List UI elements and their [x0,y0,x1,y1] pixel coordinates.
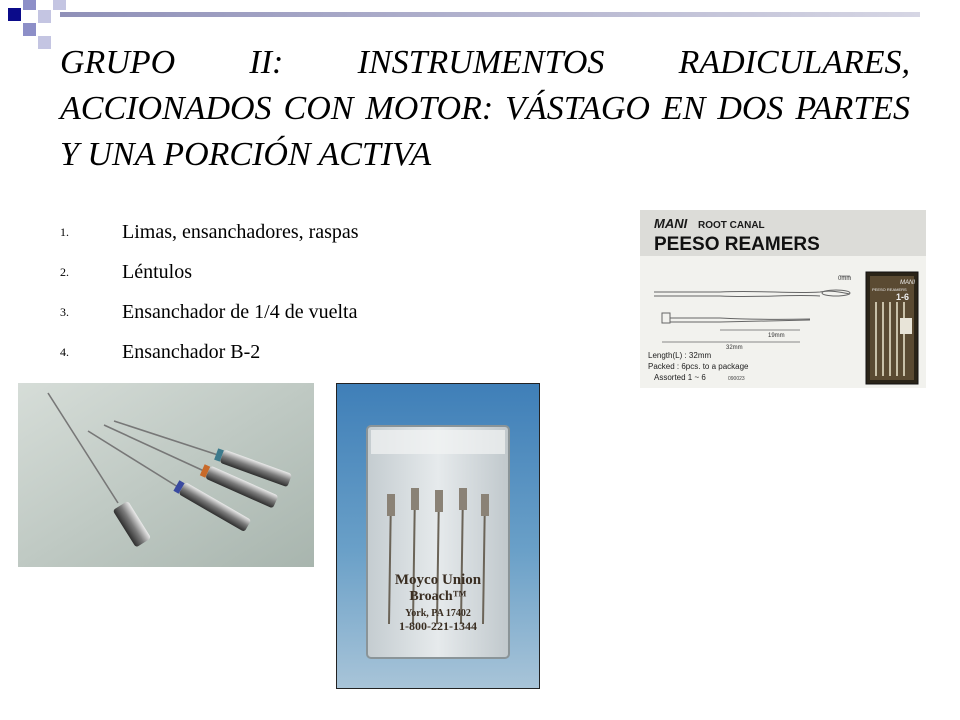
peeso-reamers-image [640,210,926,388]
peeso-box-name: PEESO REAMERS [872,287,907,292]
list-item-number: 4. [60,345,69,359]
deco-square [53,0,66,10]
peeso-spec-length: Length(L) : 32mm [648,351,712,360]
broach-label-line4: 1-800-221-1344 [399,619,477,633]
deco-square [8,8,21,21]
list-item-text: Léntulos [122,261,192,283]
peeso-product: PEESO REAMERS [654,234,820,255]
deco-square [23,0,36,10]
broach-package-image [336,383,540,689]
peeso-dim-shaft: 19mm [768,333,785,339]
broach-label-line3: York, PA 17402 [405,608,471,619]
list-item-number: 2. [60,265,69,279]
broach-label-line2: Broach™ [409,589,467,604]
list-item-text: Ensanchador B-2 [122,341,261,363]
peeso-subtitle: ROOT CANAL [698,220,765,231]
peeso-spec-assorted: Assorted 1 ~ 6 [654,373,706,382]
deco-rule [60,12,920,17]
peeso-box-range: 1-6 [896,292,910,302]
root-files-image [18,383,314,567]
broach-label-line1: Moyco Union [394,572,482,588]
peeso-spec-packed: Packed : 6pcs. to a package [648,362,749,371]
deco-square [38,10,51,23]
list-item-text: Limas, ensanchadores, raspas [122,221,359,243]
peeso-spec-code: 090023 [728,376,745,382]
slide-title: GRUPO II: INSTRUMENTOS RADICULARES, ACCIONADOS CON MOTOR: VÁSTAGO EN DOS PARTES Y UNA PORCIÓN ACTIVA [60,44,910,173]
list-item-text: Ensanchador de 1/4 de vuelta [122,301,358,323]
peeso-dim-total: 32mm [726,345,743,351]
peeso-box-brand: MANI [900,280,915,286]
peeso-dim-tip: 0mm [838,276,852,282]
peeso-brand: MANI [654,216,688,231]
list-item-number: 3. [60,305,69,319]
deco-square [38,36,51,49]
deco-square [23,23,36,36]
list-item-number: 1. [60,225,69,239]
